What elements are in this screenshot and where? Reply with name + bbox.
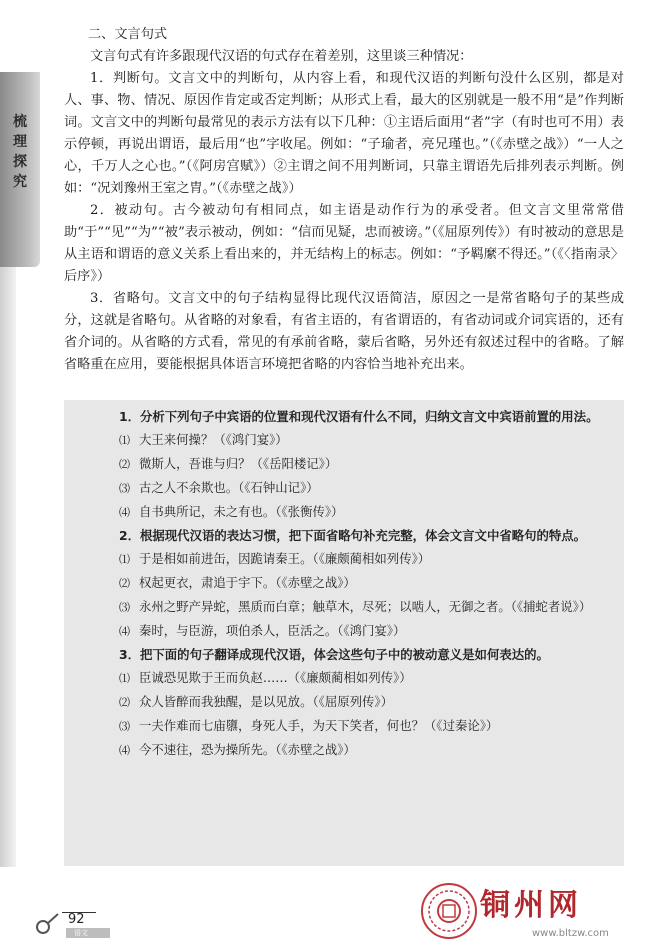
- item-text: 于是相如前进缶，因跪请秦王。（《廉颇蔺相如列传》）: [139, 551, 431, 566]
- item-text: 自书典所记，未之有也。（《张衡传》）: [139, 504, 344, 519]
- item-number: ⑵: [119, 458, 130, 471]
- exercise-item: [84, 453, 619, 475]
- exercise-item: [84, 739, 619, 761]
- watermark-url: www.bltzw.com: [532, 928, 609, 939]
- item-number: ⑷: [119, 744, 130, 757]
- watermark-name: 铜州网: [480, 888, 582, 923]
- item-number: ⑵: [119, 696, 130, 709]
- page-number: 92: [68, 912, 85, 927]
- exercise-question: 2．根据现代汉语的表达习惯，把下面省略句补充完整，体会文言文中省略句的特点。: [119, 528, 587, 543]
- exercise-item: [84, 715, 619, 737]
- exercise-question: 1．分析下列句子中宾语的位置和现代汉语有什么不同，归纳文言文中宾语前置的用法。: [119, 409, 599, 424]
- exercise-item: [84, 620, 619, 642]
- item-number: ⑷: [119, 506, 130, 519]
- item-number: ⑶: [119, 720, 130, 733]
- section-intro: 文言句式有许多跟现代汉语的句式存在着差别，这里谈三种情况：: [90, 49, 473, 64]
- item-text: 古之人不余欺也。（《石钟山记》）: [139, 480, 319, 495]
- item-number: ⑵: [119, 577, 130, 590]
- exercise-question: 3．把下面的句子翻译成现代汉语，体会这些句子中的被动意义是如何表达的。: [119, 647, 549, 662]
- exercise-list: [84, 406, 619, 763]
- section-side-tab: [0, 72, 40, 267]
- paragraph-passive: 2．被动句。古今被动句有相同点，如主语是动作行为的承受者。但文言文里常常借助“于”“见”“为”“被”表示被动，例如：“信而见疑，忠而被谤。”（《屈原列传》）有时被动的意思是从主语和谓语的意义关系上看出来的，并无结构上的标志。例如：“予羁縻不得还。”（《〈指南录〉后序》）: [64, 203, 624, 284]
- subject-tag: [66, 928, 110, 938]
- item-text: 大王来何操？（《鸿门宴》）: [139, 432, 288, 447]
- item-text: 众人皆醉而我独醒，是以见放。（《屈原列传》）: [139, 694, 393, 709]
- paragraph-judgment: 1．判断句。文言文中的判断句，从内容上看，和现代汉语的判断句没什么区别，都是对人、事、物、情况、原因作肯定或否定判断；从形式上看，最大的区别就是一般不用“是”作判断词。文言文中的判断句最常见的表示方法有以下几种：①主语后面用“者”字（有时也可不用）表示停顿，再说出谓语，最后用“也”字收尾。例如：“子瑜者，亮兄瑾也。”（《赤壁之战》）“一人之心，千万人之心也。”（《阿房宫赋》）②主谓之间不用判断词，只靠主谓语先后排列表示判断。例如：“况刘豫州王室之胄。”（《赤壁之战》）: [64, 71, 624, 196]
- exercise-item: [84, 691, 619, 713]
- item-text: 臣诚恐见欺于王而负赵……（《廉颇蔺相如列传》）: [139, 670, 412, 685]
- exercise-box: [64, 400, 624, 866]
- item-text: 微斯人，吾谁与归？（《岳阳楼记》）: [139, 456, 338, 471]
- page-side-strip: [0, 267, 16, 867]
- item-number: ⑶: [119, 482, 130, 495]
- item-number: ⑷: [119, 625, 130, 638]
- magnifier-icon: [34, 910, 60, 936]
- exercise-item: [84, 429, 619, 451]
- item-number: ⑴: [119, 434, 130, 447]
- exercise-item: [84, 477, 619, 499]
- exercise-item: [84, 667, 619, 689]
- exercise-item: [84, 548, 619, 570]
- section-heading: 二、文言句式: [88, 27, 168, 42]
- item-number: ⑴: [119, 672, 130, 685]
- subject-label: 语文: [74, 929, 88, 937]
- exercise-item: [84, 501, 619, 523]
- seal-icon: [420, 882, 478, 940]
- main-content: [64, 24, 624, 376]
- item-text: 秦时，与臣游，项伯杀人，臣活之。（《鸿门宴》）: [139, 623, 406, 638]
- item-number: ⑶: [119, 601, 130, 614]
- exercise-item: [84, 572, 619, 594]
- item-text: 一夫作难而七庙隳，身死人手，为天下笑者，何也？（《过秦论》）: [139, 718, 499, 733]
- item-number: ⑴: [119, 553, 130, 566]
- exercise-item: [84, 596, 619, 618]
- item-text: 永州之野产异蛇，黑质而白章；触草木，尽死；以啮人，无御之者。（《捕蛇者说》）: [139, 599, 592, 614]
- watermark-logo: [420, 878, 646, 948]
- item-text: 今不速往，恐为操所先。（《赤壁之战》）: [139, 742, 356, 757]
- side-tab-label: 梳理探究: [13, 114, 27, 190]
- paragraph-omission: 3．省略句。文言文中的句子结构显得比现代汉语简洁，原因之一是常省略句子的某些成分，这就是省略句。从省略的对象看，有省主语的，有省谓语的，有省动词或介词宾语的，还有省介词的。从省略的方式看，常见的有承前省略，蒙后省略，另外还有叙述过程中的省略。了解省略重在应用，要能根据具体语言环境把省略的内容恰当地补充出来。: [64, 291, 624, 372]
- item-text: 权起更衣，肃追于宇下。（《赤壁之战》）: [139, 575, 356, 590]
